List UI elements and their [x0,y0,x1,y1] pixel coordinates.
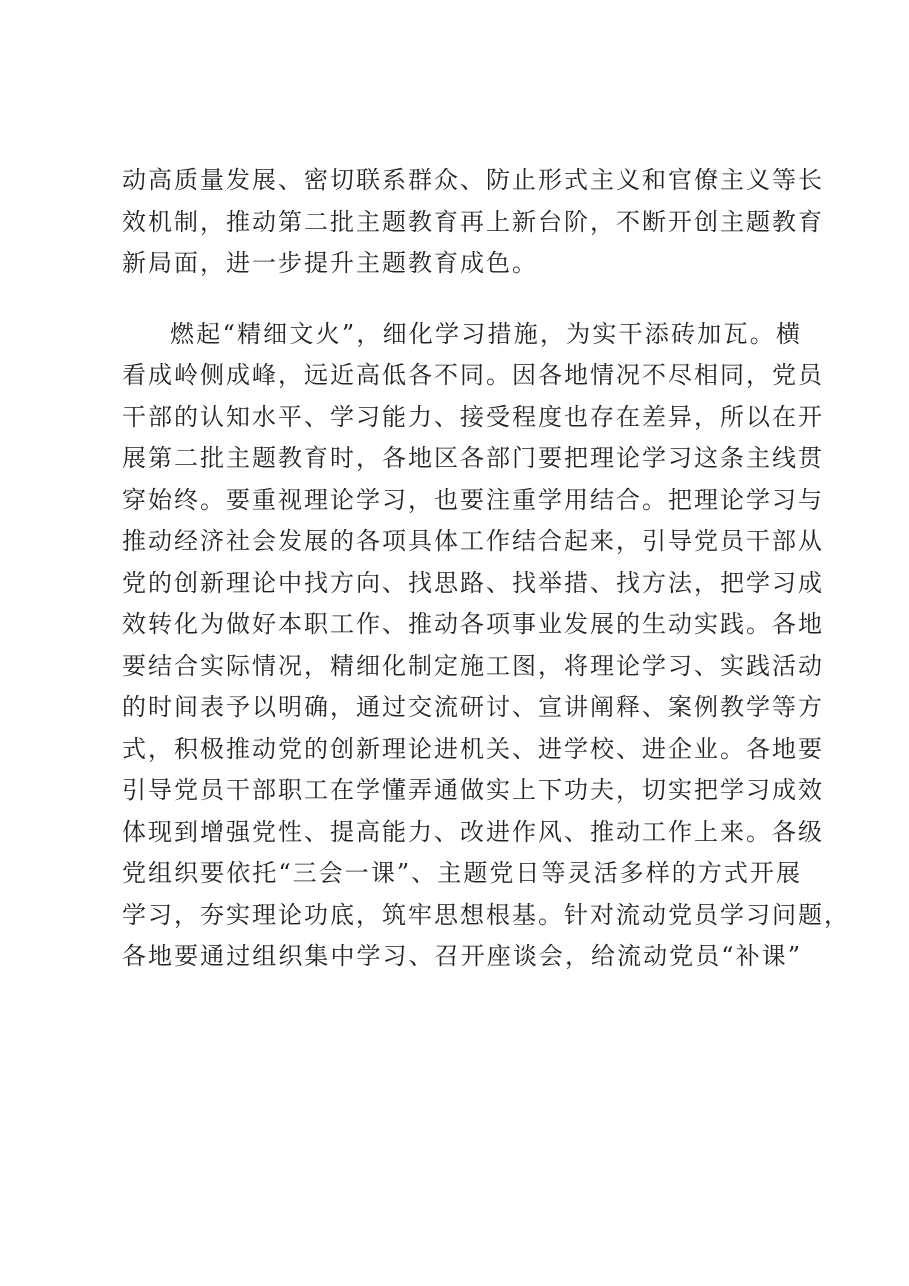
paragraph-line: 党的创新理论中找方向、找思路、找举措、找方法，把学习成 [122,568,824,597]
paragraph-line: 各地要通过组织集中学习、召开座谈会，给流动党员“补课” [122,942,802,970]
paragraph-spacer [122,285,802,314]
paragraph-line: 的时间表予以明确，通过交流研讨、宣讲阐释、案例教学等方 [122,693,824,721]
paragraph-line: 要结合实际情况，精细化制定施工图，将理论学习、实践活动 [122,651,824,680]
paragraph-2 [122,314,850,978]
paragraph-line: 式，积极推动党的创新理论进机关、进学校、进企业。各地要 [122,734,824,763]
paragraph-line: 新局面，进一步提升主题教育成色。 [122,249,538,277]
paragraph-line: 干部的认知水平、学习能力、接受程度也存在差异，所以在开 [122,402,824,431]
paragraph-line: 学习，夯实理论功底，筑牢思想根基。针对流动党员学习问题， [122,900,850,929]
paragraph-1 [122,160,824,285]
paragraph-line: 展第二批主题教育时，各地区各部门要把理论学习这条主线贯 [122,444,824,472]
paragraph-line: 看成岭侧成峰，远近高低各不同。因各地情况不尽相同，党员 [122,361,824,389]
paragraph-line: 党组织要依托“三会一课”、主题党日等灵活多样的方式开展 [122,859,802,887]
paragraph-line: 推动经济社会发展的各项具体工作结合起来，引导党员干部从 [122,527,824,555]
paragraph-line: 体现到增强党性、提高能力、改进作风、推动工作上来。各级 [122,817,824,846]
paragraph-line: 穿始终。要重视理论学习，也要注重学用结合。把理论学习与 [122,485,824,514]
paragraph-line: 燃起“精细文火”，细化学习措施，为实干添砖加瓦。横 [170,319,802,348]
paragraph-line: 引导党员干部职工在学懂弄通做实上下功夫，切实把学习成效 [122,776,824,804]
paragraph-line: 动高质量发展、密切联系群众、防止形式主义和官僚主义等长 [122,166,824,194]
document-body [122,160,850,978]
paragraph-line: 效机制，推动第二批主题教育再上新台阶，不断开创主题教育 [122,207,824,236]
paragraph-line: 效转化为做好本职工作、推动各项事业发展的生动实践。各地 [122,610,824,638]
